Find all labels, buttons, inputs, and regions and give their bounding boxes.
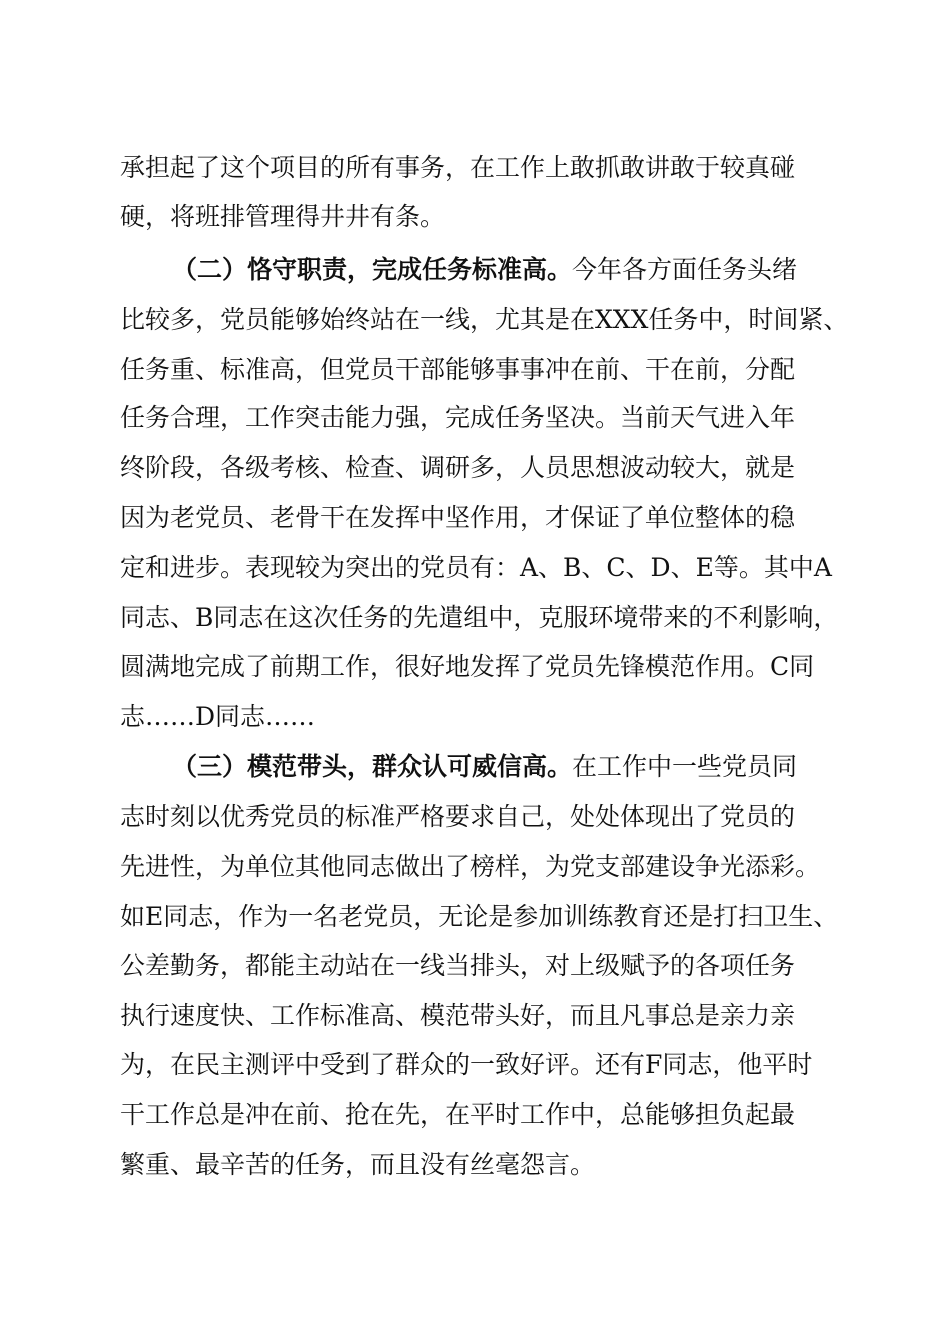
body-line-15: 先进性，为单位其他同志做出了榜样，为党支部建设争光添彩。	[120, 852, 821, 881]
section-3-heading: （三）模范带头，群众认可威信高。	[172, 752, 573, 781]
body-line-20: 干工作总是冲在前、抢在先，在平时工作中，总能够担负起最	[120, 1100, 796, 1129]
body-line-7: 终阶段，各级考核、检查、调研多，人员思想波动较大，就是	[120, 453, 796, 482]
body-line-8: 因为老党员、老骨干在发挥中坚作用，才保证了单位整体的稳	[120, 503, 796, 532]
body-line-18: 执行速度快、工作标准高、模范带头好，而且凡事总是亲力亲	[120, 1001, 796, 1030]
section-2-paragraph-start	[172, 255, 797, 285]
body-line-9: 定和进步。表现较为突出的党员有：A、B、C、D、E等。其中A	[120, 553, 832, 582]
body-line-3: 今年各方面任务头绪	[572, 255, 798, 284]
body-line-14: 志时刻以优秀党员的标准严格要求自己，处处体现出了党员的	[120, 802, 796, 831]
body-line-21: 繁重、最辛苦的任务，而且没有丝毫怨言。	[120, 1150, 596, 1179]
body-line-5: 任务重、标准高，但党员干部能够事事冲在前、干在前，分配	[120, 355, 796, 384]
body-line-19: 为，在民主测评中受到了群众的一致好评。还有F同志，他平时	[120, 1050, 813, 1079]
body-line-10: 同志、B同志在这次任务的先遣组中，克服环境带来的不利影响，	[120, 603, 839, 632]
body-line-1: 承担起了这个项目的所有事务，在工作上敢抓敢讲敢于较真碰	[120, 153, 796, 182]
body-line-16: 如E同志，作为一名老党员，无论是参加训练教育还是打扫卫生、	[120, 902, 839, 931]
body-line-17: 公差勤务，都能主动站在一线当排头，对上级赋予的各项任务	[120, 951, 796, 980]
section-3-paragraph-start	[172, 752, 797, 782]
body-line-12: 志……D同志……	[120, 702, 316, 731]
section-2-heading: （二）恪守职责，完成任务标准高。	[172, 255, 573, 284]
body-line-13: 在工作中一些党员同	[572, 752, 798, 781]
body-line-6: 任务合理，工作突击能力强，完成任务坚决。当前天气进入年	[120, 403, 796, 432]
body-line-2: 硬，将班排管理得井井有条。	[120, 202, 446, 231]
body-line-4: 比较多，党员能够始终站在一线，尤其是在XXX任务中，时间紧、	[120, 305, 849, 334]
body-line-11: 圆满地完成了前期工作，很好地发挥了党员先锋模范作用。C同	[120, 652, 815, 681]
